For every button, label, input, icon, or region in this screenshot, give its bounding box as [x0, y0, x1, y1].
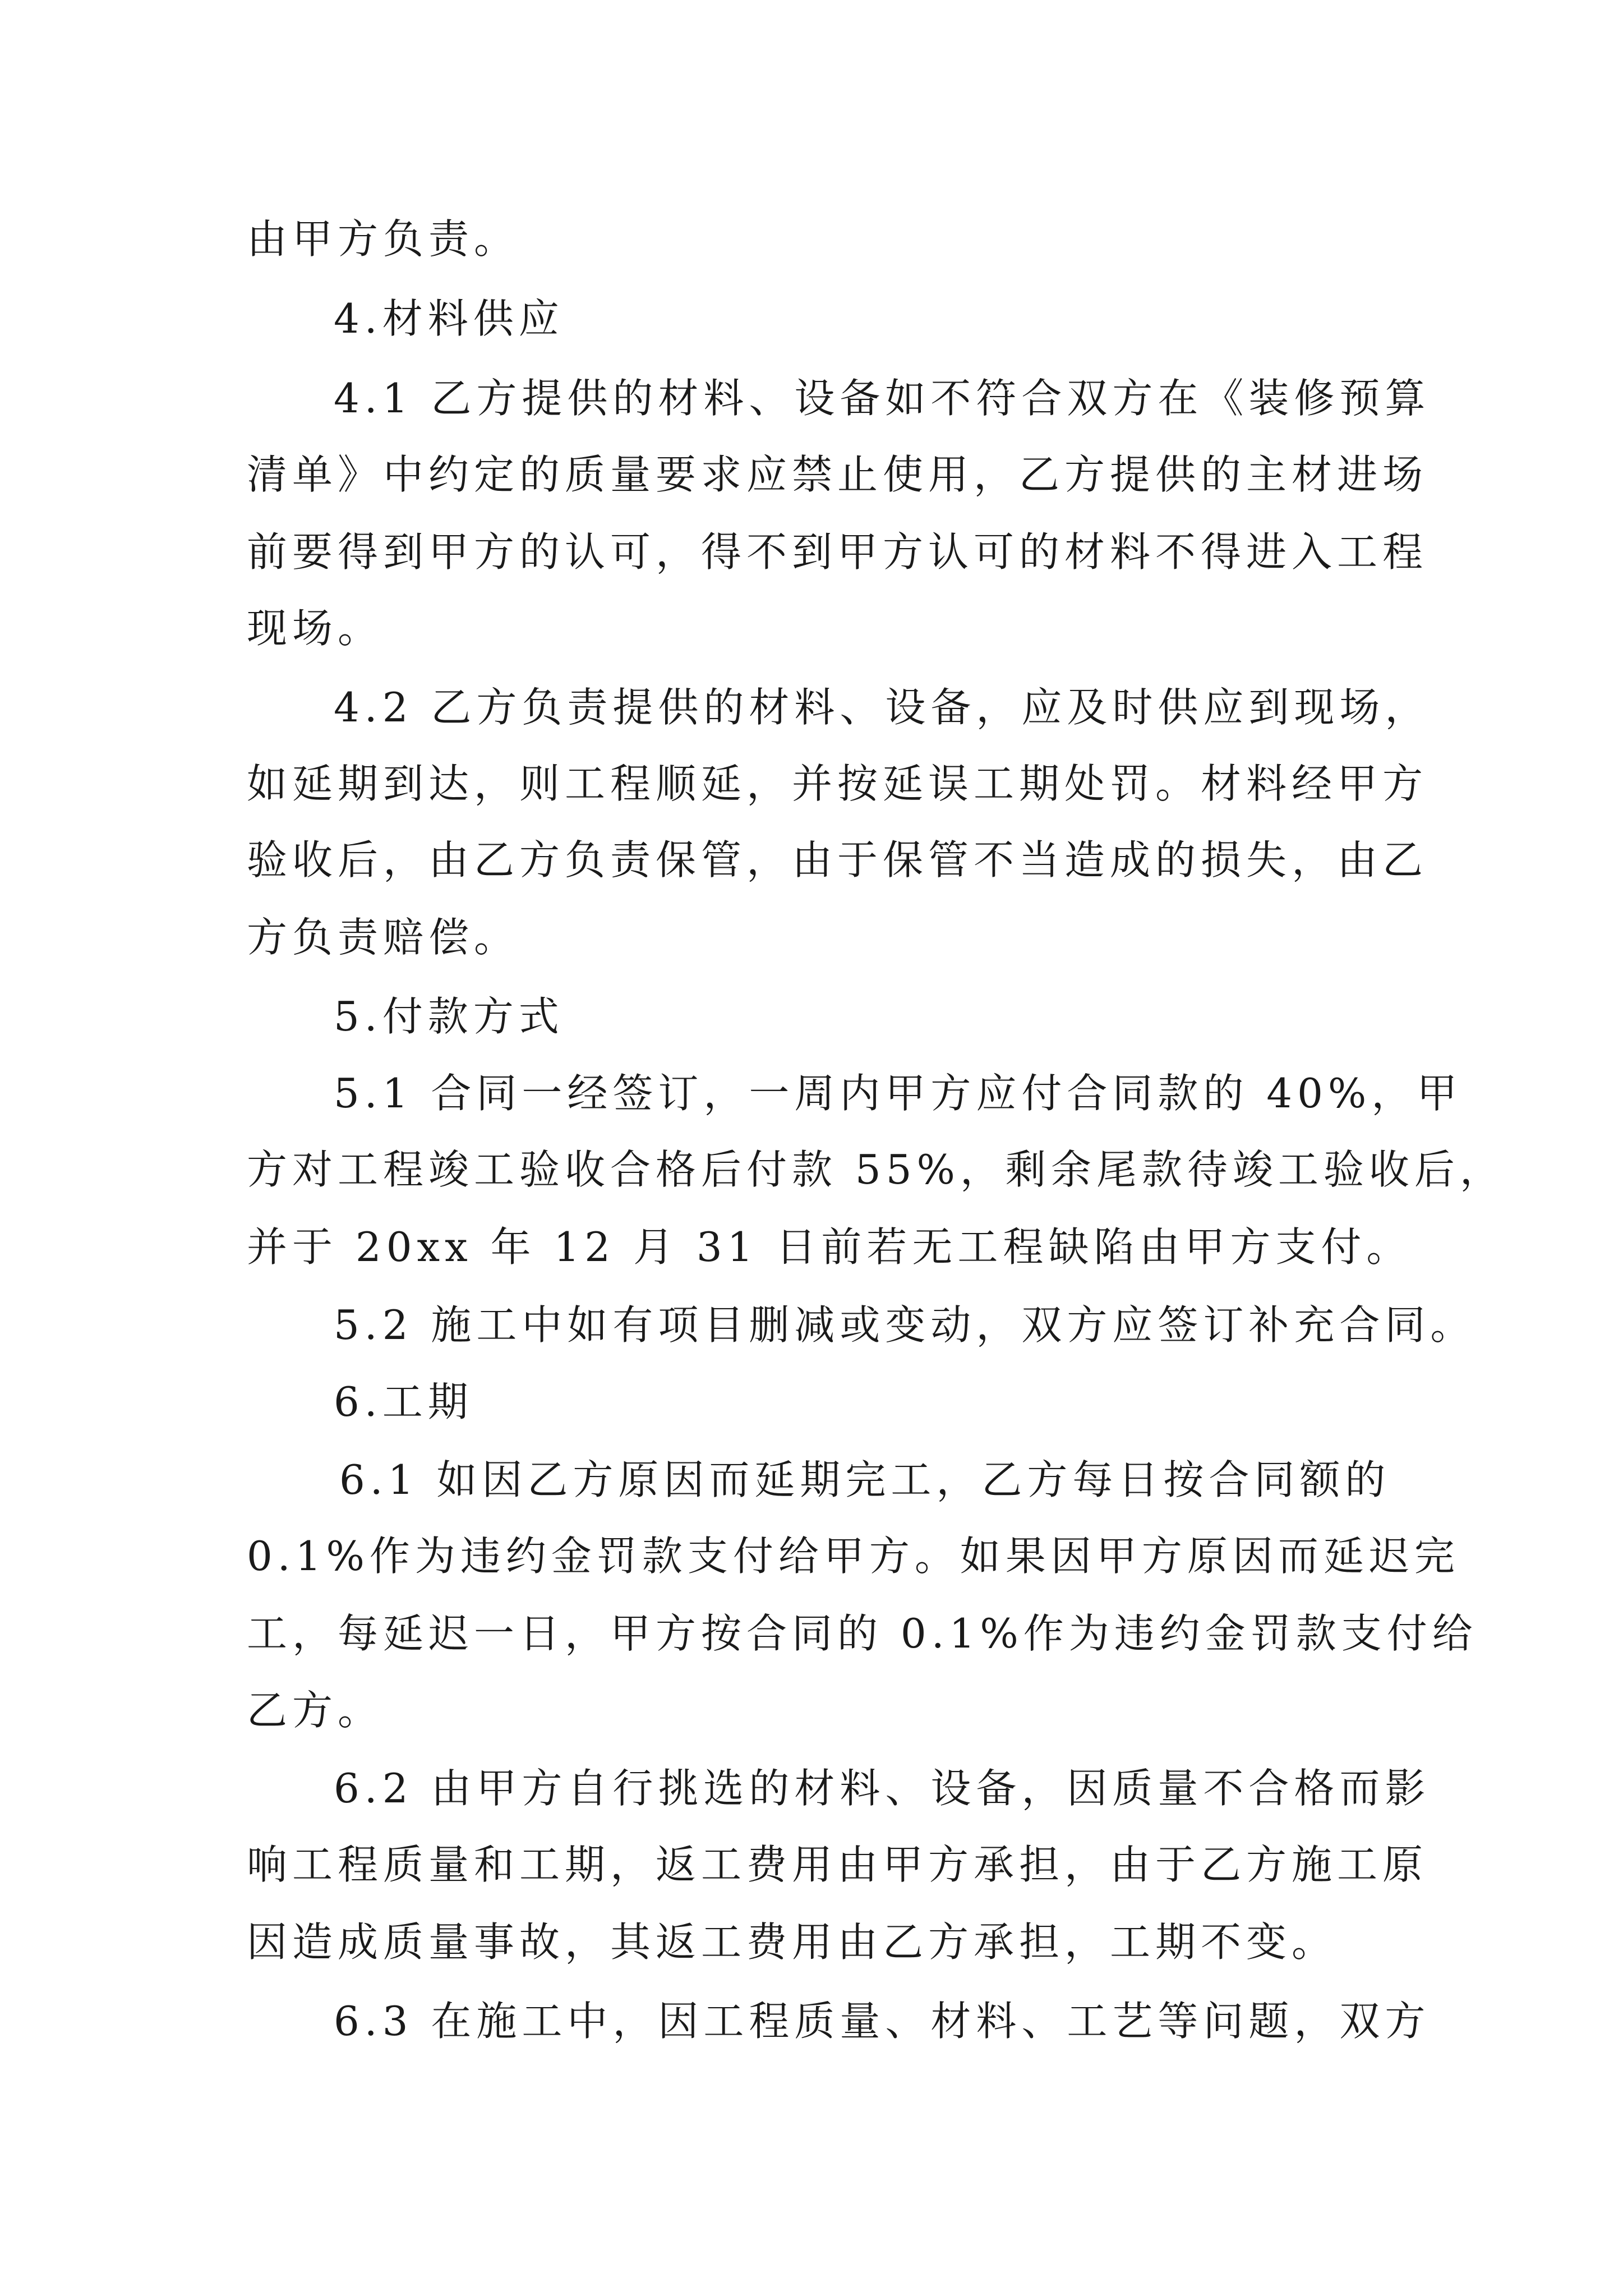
section-heading: 4.材料供应: [334, 295, 564, 342]
text-line: 由甲方负责。: [247, 215, 520, 263]
text-line: 现场。: [247, 605, 384, 652]
paragraph-start: 4.1 乙方提供的材料、设备如不符合双方在《装修预算: [334, 375, 1431, 422]
paragraph-start: 6.1 如因乙方原因而延期完工，乙方每日按合同额的: [339, 1456, 1391, 1503]
paragraph-start: 6.2 由甲方自行挑选的材料、设备，因质量不合格而影: [334, 1765, 1431, 1812]
paragraph-start: 5.2 施工中如有项目删减或变动，双方应签订补充合同。: [334, 1301, 1476, 1349]
paragraph-start: 5.1 合同一经签订，一周内甲方应付合同款的 40%，甲: [334, 1070, 1463, 1117]
text-line: 方对工程竣工验收合格后付款 55%，剩余尾款待竣工验收后，: [247, 1146, 1505, 1193]
text-line: 如延期到达，则工程顺延，并按延误工期处罚。材料经甲方: [247, 760, 1428, 807]
text-line: 响工程质量和工期，返工费用由甲方承担，由于乙方施工原: [247, 1841, 1428, 1888]
text-line: 验收后，由乙方负责保管，由于保管不当造成的损失，由乙: [247, 836, 1428, 884]
paragraph-start: 4.2 乙方负责提供的材料、设备，应及时供应到现场，: [334, 684, 1431, 731]
section-heading: 5.付款方式: [334, 993, 564, 1040]
section-heading: 6.工期: [334, 1378, 473, 1425]
text-line: 乙方。: [247, 1687, 384, 1734]
text-line: 因造成质量事故，其返工费用由乙方承担，工期不变。: [247, 1918, 1338, 1966]
paragraph-start: 6.3 在施工中，因工程质量、材料、工艺等问题，双方: [334, 1998, 1431, 2045]
text-line: 前要得到甲方的认可，得不到甲方认可的材料不得进入工程: [247, 528, 1428, 576]
text-line: 方负责赔偿。: [247, 914, 520, 961]
text-line: 工，每延迟一日，甲方按合同的 0.1%作为违约金罚款支付给: [247, 1610, 1478, 1657]
text-line: 并于 20xx 年 12 月 31 日前若无工程缺陷由甲方支付。: [247, 1223, 1412, 1271]
text-line: 清单》中约定的质量要求应禁止使用，乙方提供的主材进场: [247, 451, 1428, 498]
text-line: 0.1%作为违约金罚款支付给甲方。如果因甲方原因而延迟完: [247, 1533, 1460, 1580]
